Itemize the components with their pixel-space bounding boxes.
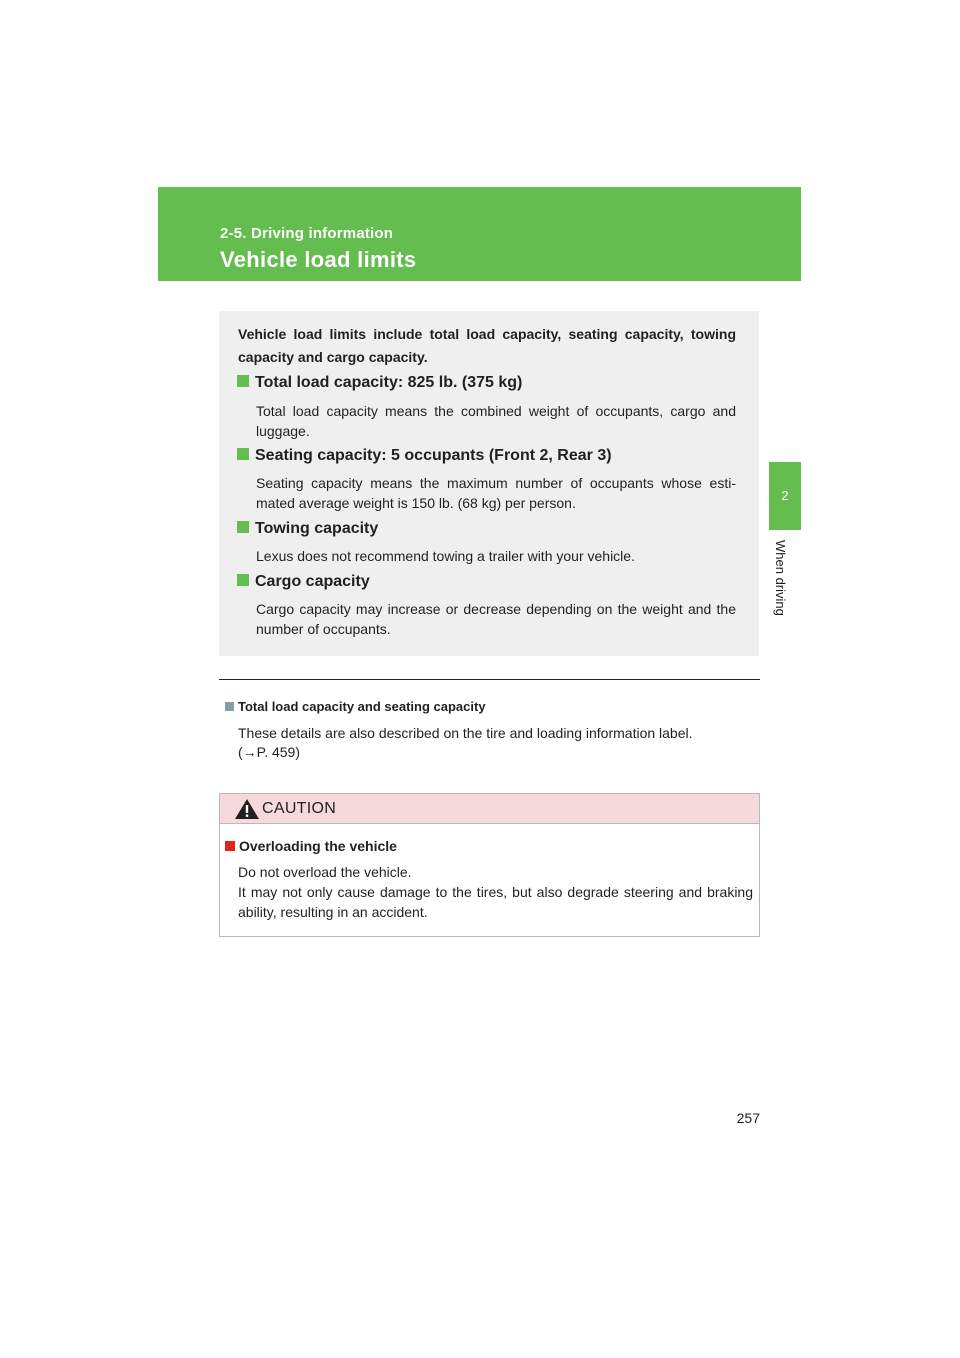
caution-body	[238, 862, 753, 922]
bullet-square-icon	[237, 375, 249, 387]
section-divider	[219, 679, 760, 680]
summary-item-body: Cargo capacity may increase or decrease depending on the weight and the number of occupants.	[256, 601, 736, 637]
summary-intro: Vehicle load limits include total load capacity, seating capacity, towing capacity and cargo capacity.	[238, 326, 736, 365]
caution-box	[219, 793, 760, 937]
note-title	[225, 699, 486, 714]
bullet-square-icon	[225, 841, 235, 851]
bullet-square-icon	[225, 702, 234, 711]
chapter-tab	[769, 462, 801, 530]
bullet-square-icon	[237, 448, 249, 460]
chapter-side-label-text: When driving	[773, 540, 788, 616]
bullet-square-icon	[237, 521, 249, 533]
caution-title-text: Overloading the vehicle	[239, 838, 397, 854]
summary-item-body: Lexus does not recommend towing a trailer with your vehicle.	[256, 548, 635, 564]
page-title: Vehicle load limits	[220, 247, 417, 272]
chapter-side-label	[772, 540, 792, 630]
summary-item-body: Seating capacity means the maximum number of occupants whose esti-mated average weight is 150 lb. (68 kg) per person.	[256, 475, 736, 511]
summary-item-title	[237, 374, 522, 392]
summary-item-title-text: Towing capacity	[255, 520, 379, 537]
page-reference-link[interactable]: (→P. 459)	[238, 744, 300, 760]
note-title-text: Total load capacity and seating capacity	[238, 699, 486, 714]
page-number: 257	[736, 1110, 760, 1126]
summary-box	[219, 311, 759, 656]
caution-text: Do not overload the vehicle.	[238, 864, 412, 880]
summary-item-title	[237, 520, 378, 538]
note-body	[238, 724, 748, 762]
chapter-header	[158, 187, 801, 281]
summary-item-title	[237, 447, 612, 465]
warning-triangle-icon	[234, 798, 260, 820]
summary-item-body: Total load capacity means the combined weight of occupants, cargo and luggage.	[256, 403, 736, 439]
caution-header	[220, 794, 759, 824]
summary-item-title-text: Total load capacity: 825 lb. (375 kg)	[255, 374, 523, 391]
summary-item-title	[237, 573, 370, 591]
chapter-number: 2	[781, 488, 789, 503]
caution-label: CAUTION	[262, 800, 337, 817]
caution-title	[225, 838, 397, 854]
bullet-square-icon	[237, 574, 249, 586]
summary-item-title-text: Cargo capacity	[255, 573, 370, 590]
note-text: These details are also described on the tire and loading information label.	[238, 725, 693, 741]
summary-item-title-text: Seating capacity: 5 occupants (Front 2, Rear 3)	[255, 447, 612, 464]
section-label: 2-5. Driving information	[220, 225, 394, 242]
caution-text: It may not only cause damage to the tires, but also degrade steering and braking ability, resulting in an accident.	[238, 884, 753, 920]
